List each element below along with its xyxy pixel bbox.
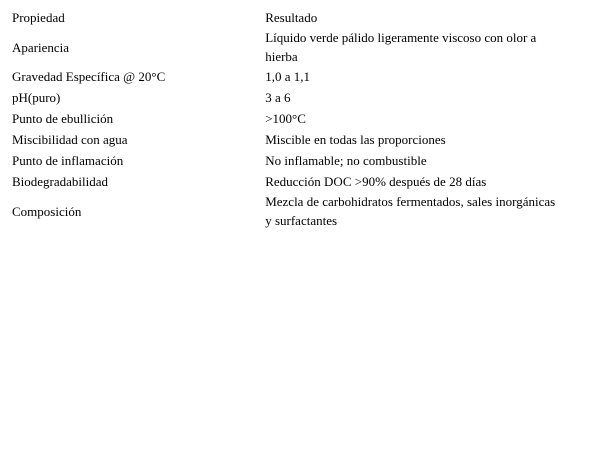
property-value: No inflamable; no combustible xyxy=(265,153,427,168)
table-row xyxy=(8,192,568,230)
property-value: Mezcla de carbohidratos fermentados, sales inorgánicas y surfactantes xyxy=(265,194,556,228)
property-value: Miscible en todas las proporciones xyxy=(265,132,446,147)
table-row xyxy=(8,28,568,66)
property-value: 3 a 6 xyxy=(265,90,291,105)
table-row xyxy=(8,66,568,87)
property-value: 1,0 a 1,1 xyxy=(265,69,310,84)
property-name: Punto de inflamación xyxy=(12,153,124,168)
table-row xyxy=(8,171,568,192)
table-row xyxy=(8,150,568,171)
table-row xyxy=(8,108,568,129)
property-name: Gravedad Específica @ 20°C xyxy=(12,69,166,84)
property-name: Composición xyxy=(12,203,82,219)
property-name: Punto de ebullición xyxy=(12,111,114,126)
table-row xyxy=(8,129,568,150)
property-value: >100°C xyxy=(265,111,306,126)
properties-table xyxy=(8,7,568,230)
property-value: Líquido verde pálido ligeramente viscoso con olor a hierba xyxy=(265,30,537,64)
header-resultado: Resultado xyxy=(265,10,318,25)
property-name: Apariencia xyxy=(12,39,70,55)
property-name: pH(puro) xyxy=(12,90,61,105)
property-name: Biodegradabilidad xyxy=(12,174,109,189)
property-name: Miscibilidad con agua xyxy=(12,132,128,147)
table-header-row xyxy=(8,7,568,28)
table-row xyxy=(8,87,568,108)
header-propiedad: Propiedad xyxy=(12,10,65,25)
property-value: Reducción DOC >90% después de 28 días xyxy=(265,174,487,189)
